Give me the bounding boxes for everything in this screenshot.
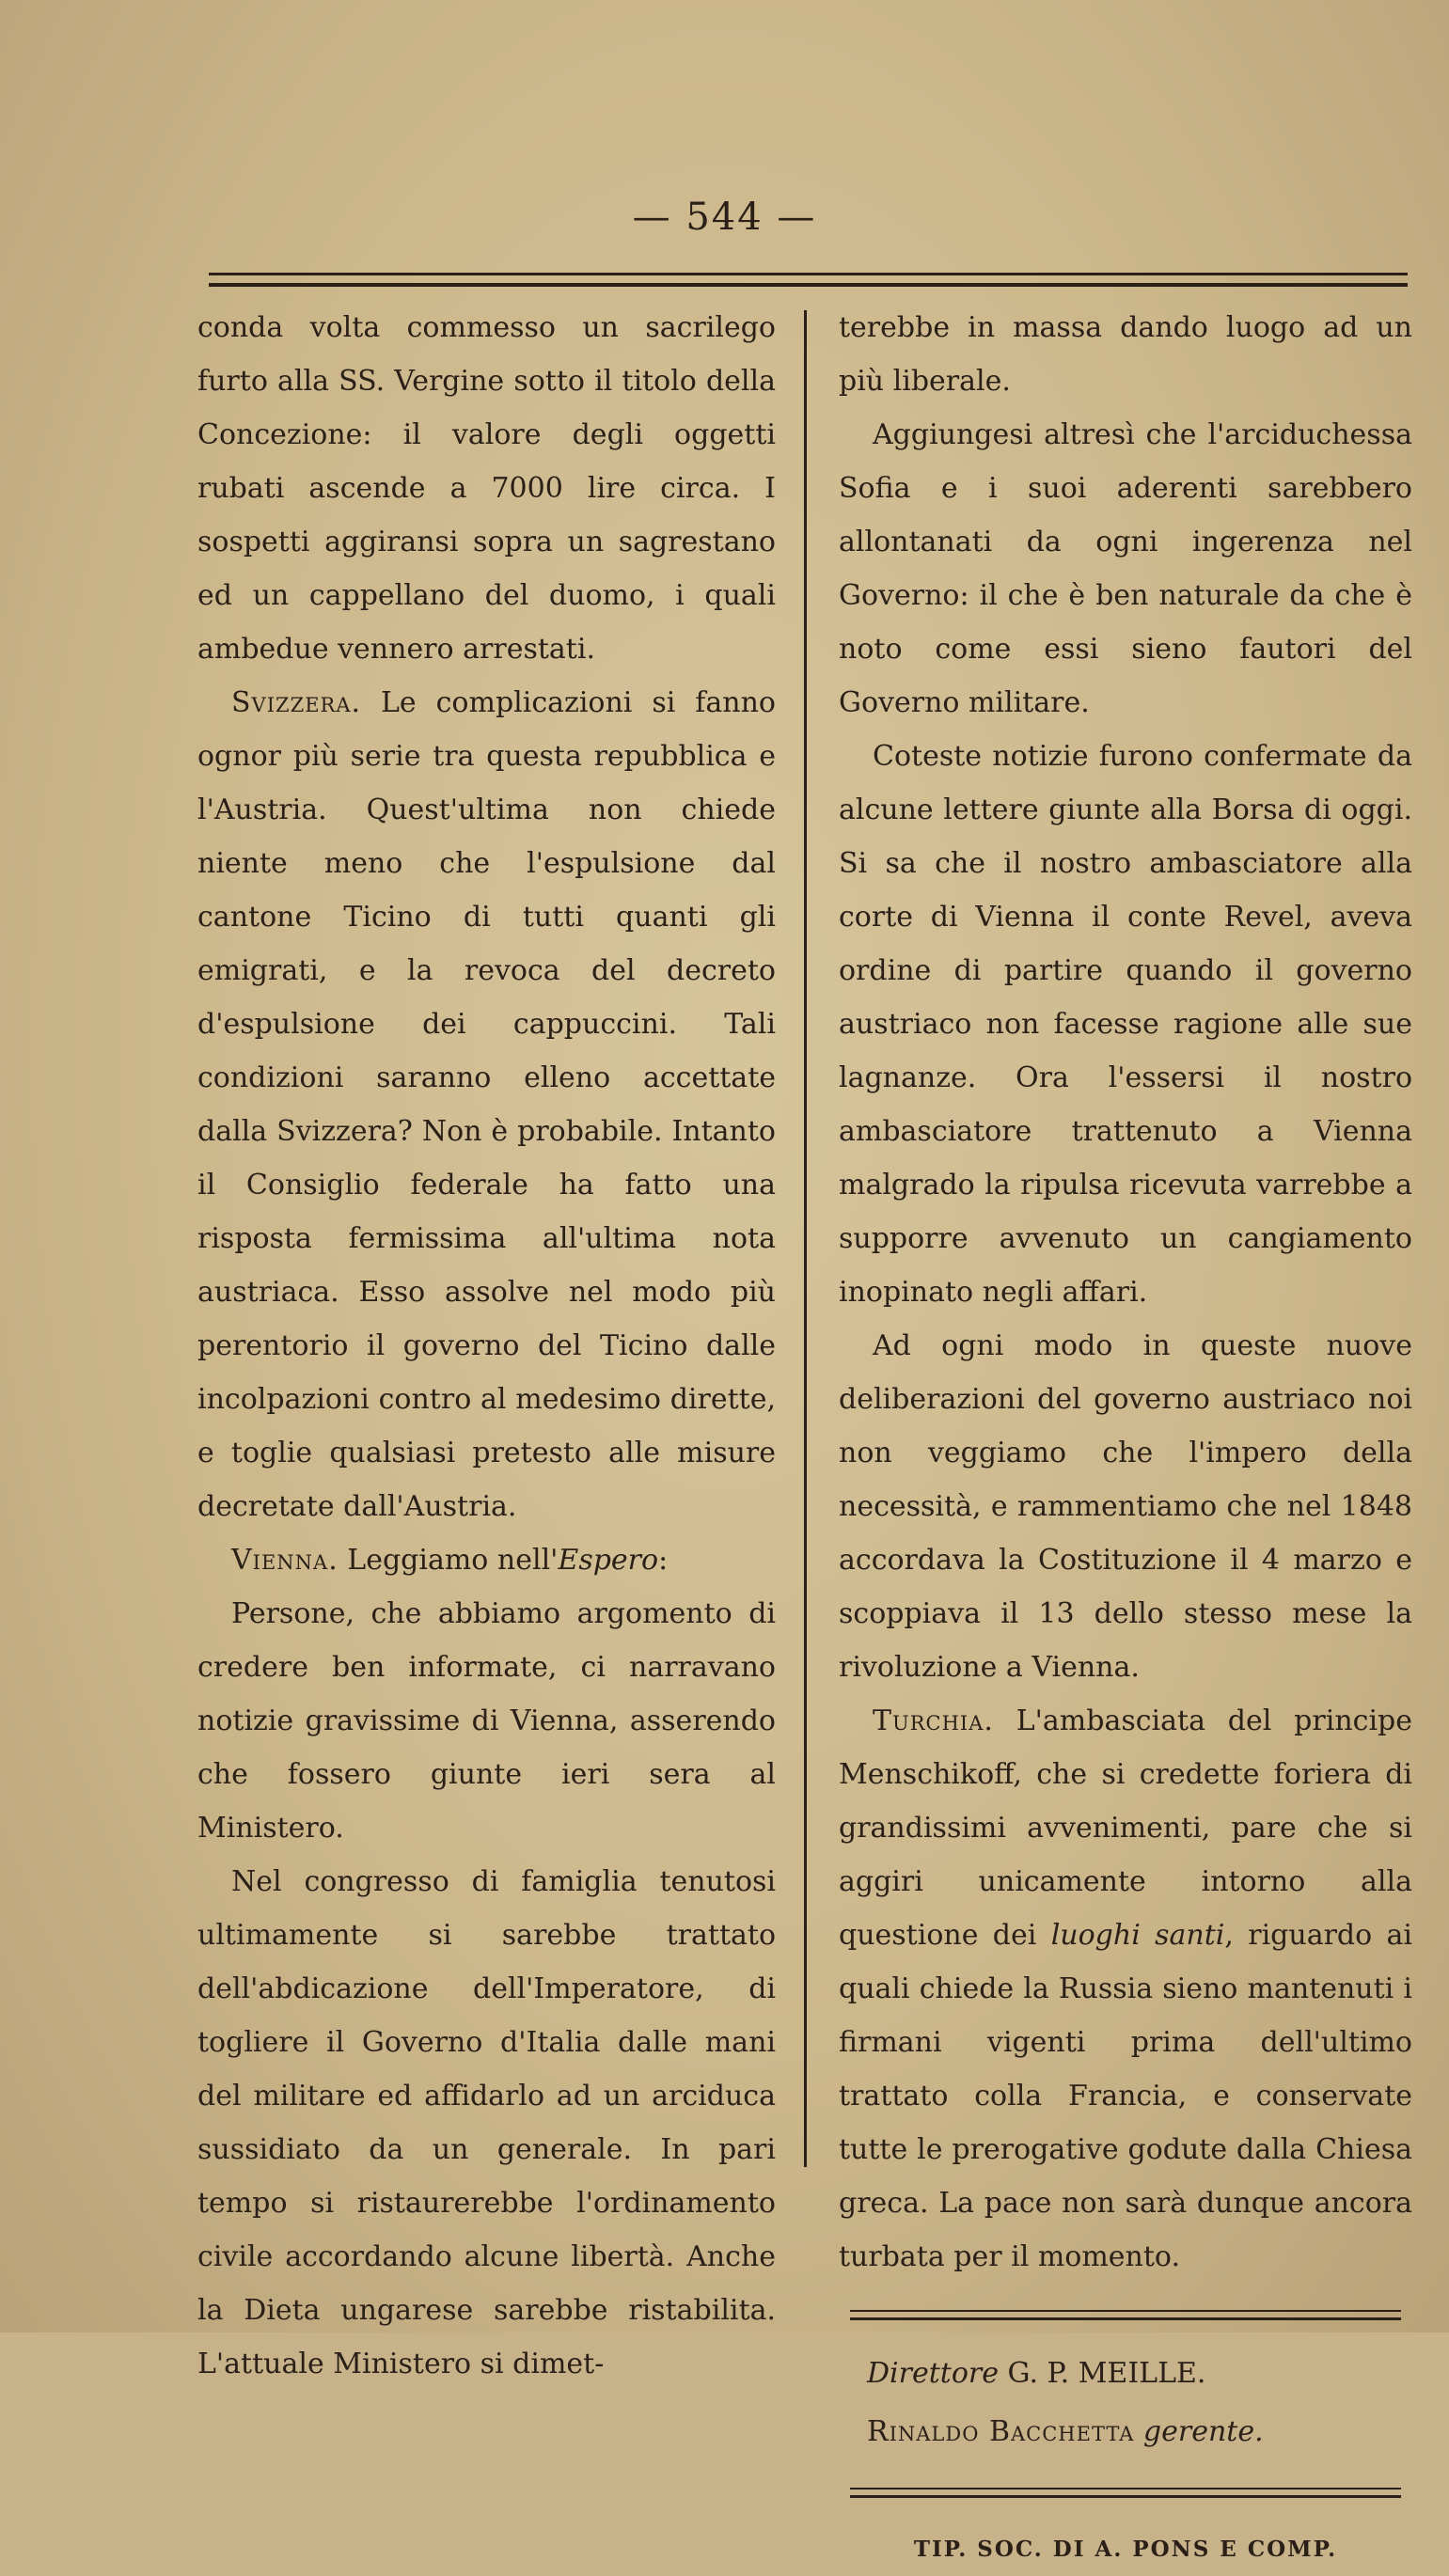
paragraph-persone: Persone, che abbiamo argomento di credere ben informate, ci narravano notizie gravissime di Vienna, asserendo che fossero giunte ieri sera al Ministero.: [197, 1597, 776, 1845]
paragraph-ogni-modo: Ad ogni modo in queste nuove deliberazioni del governo austriaco noi non veggiamo che l'impero della necessità, e rammentiamo che nel 1848 accordava la Costituzione il 4 marzo e scoppiava il 13 dello stesso mese la rivoluzione a Vienna.: [839, 1329, 1412, 1684]
director-label: Direttore: [867, 2357, 1000, 2390]
text-luoghi-santi: luoghi santi: [1050, 1919, 1225, 1952]
printer-imprint: TIP. SOC. DI A. PONS E COMP.: [913, 2537, 1338, 2562]
paragraph-vienna-intro: [197, 1533, 776, 1587]
heading-svizzera: Svizzera.: [231, 686, 362, 719]
source-espero: Espero: [558, 1544, 659, 1577]
column-divider: [804, 310, 807, 2167]
header-rule: [209, 273, 1408, 287]
footer-rule-top: [850, 2310, 1401, 2320]
page-number: — 544 —: [632, 196, 817, 239]
left-column: [197, 301, 776, 2391]
heading-vienna: Vienna.: [231, 1544, 339, 1577]
right-column: [839, 301, 1412, 2576]
director-line: [839, 2345, 1412, 2403]
paragraph-theft-report: conda volta commesso un sacrilego furto alla SS. Vergine sotto il titolo della Concezione: il valore degli oggetti rubati ascende a 7000 lire circa. I sospetti aggiransi sopra un sagrestano ed un cappellano del duomo, i quali ambedue vennero arrestati.: [197, 311, 776, 666]
manager-name: Rinaldo Bacchetta: [867, 2415, 1135, 2448]
paragraph-continuation: terebbe in massa dando luogo ad un più liberale.: [839, 311, 1412, 398]
paragraph-congresso: Nel congresso di famiglia tenutosi ultimamente si sarebbe trattato dell'abdicazione dell'Imperatore, di togliere il Governo d'Italia dalle mani del militare ed affidarlo ad un arciduca sussidiato da un generale. In pari tempo si ristaurerebbe l'ordinamento civile accordando alcune libertà. Anche la Dieta ungarese sarebbe ristabilita. L'attuale Ministero si dimet-: [197, 1865, 776, 2380]
director-name: G. P. MEILLE.: [999, 2357, 1206, 2390]
footer-rule-bottom: [850, 2488, 1401, 2498]
text-turchia-2: , riguardo ai quali chiede la Russia sieno mantenuti i firmani vigenti prima dell'ultimo trattato colla Francia, e conservate tutte le prerogative godute dalla Chiesa greca. La pace non sarà dunque ancora turbata per il momento.: [839, 1919, 1413, 2273]
text-turchia-1: L'ambasciata del principe Menschikoff, che si credette foriera di grandissimi avvenimenti, pare che si aggiri unicamente intorno alla questione dei: [839, 1704, 1412, 1952]
manager-line: [839, 2403, 1412, 2461]
paragraph-aggiungesi: Aggiungesi altresì che l'arciduchessa Sofia e i suoi aderenti sarebbero allontanati da ogni ingerenza nel Governo: il che è ben naturale da che è noto come essi sieno fautori del Governo militare.: [839, 418, 1412, 719]
paragraph-svizzera: [197, 676, 776, 1533]
paragraph-coteste: Coteste notizie furono confermate da alcune lettere giunte alla Borsa di oggi. Si sa che il nostro ambasciatore alla corte di Vienna il conte Revel, aveva ordine di partire quando il governo austriaco non facesse ragione alle sue lagnanze. Ora l'essersi il nostro ambasciatore trattenuto a Vienna malgrado la ripulsa ricevuta varrebbe a supporre avvenuto un cangiamento inopinato negli affari.: [839, 740, 1412, 1309]
text-vienna-colon: :: [658, 1544, 669, 1577]
heading-turchia: Turchia.: [873, 1704, 994, 1737]
manager-role: gerente.: [1142, 2415, 1264, 2448]
text-svizzera: Le complicazioni si fanno ognor più serie tra questa repubblica e l'Austria. Quest'ultima non chiede niente meno che l'espulsione dal cantone Ticino di tutti quanti gli emigrati, e la revoca del decreto d'espulsione dei cappuccini. Tali condizioni saranno elleno accettate dalla Svizzera? Non è probabile. Intanto il Consiglio federale ha fatto una risposta fermissima all'ultima nota austriaca. Esso assolve nel modo più perentorio il governo del Ticino dalle incolpazioni contro al medesimo dirette, e toglie qualsiasi pretesto alle misure decretate dall'Austria.: [197, 686, 776, 1523]
paragraph-turchia: [839, 1694, 1412, 2284]
text-vienna-intro: Leggiamo nell': [338, 1544, 559, 1577]
